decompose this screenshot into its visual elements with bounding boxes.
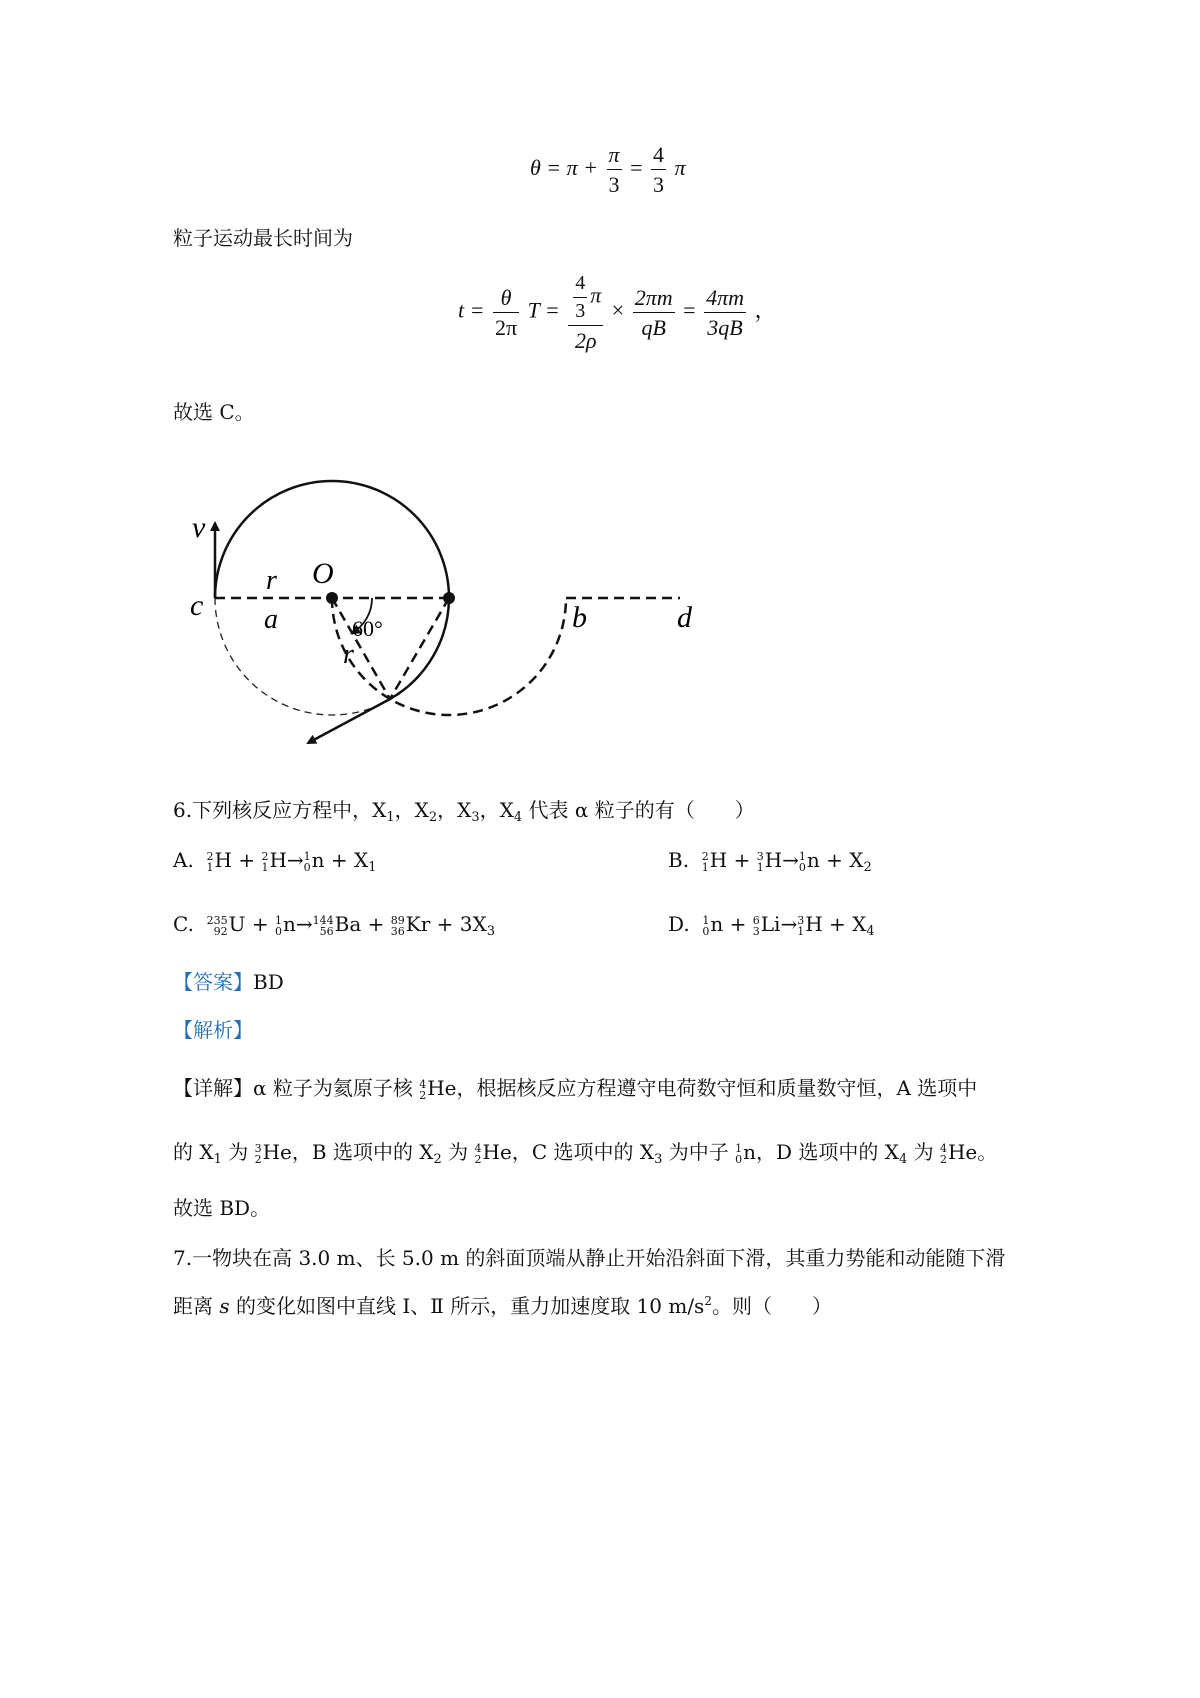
frac-num: 4 <box>575 272 586 294</box>
label-r-bottom: r <box>343 639 354 670</box>
term: Ba + <box>334 912 391 936</box>
option-d[interactable] <box>668 912 875 939</box>
stem-text: ，X <box>394 798 429 822</box>
stem-text: ，X <box>479 798 514 822</box>
detail-tag: 【详解】 <box>173 1076 253 1100</box>
nuclide-index: 4 2 <box>939 1141 947 1166</box>
nuclide-index: 235 92 <box>206 913 228 938</box>
frac-den: 3qB <box>707 315 743 341</box>
q6-stem <box>173 794 755 825</box>
frac-den: 2π <box>494 315 518 341</box>
option-label: C. <box>173 912 194 936</box>
frac-num: 2πm <box>634 284 673 310</box>
stem-text: ，X <box>437 798 472 822</box>
sub: 3 <box>486 924 495 939</box>
arrow: → <box>782 848 799 872</box>
label-a: a <box>264 604 278 635</box>
term: H <box>269 848 287 872</box>
sub: 4 <box>513 810 523 825</box>
term: H + X <box>805 912 867 936</box>
term: n + X <box>806 848 864 872</box>
nuclide-index: 2 1 <box>206 849 214 874</box>
analysis-tag: 【解析】 <box>173 1018 253 1042</box>
answer-line <box>173 966 284 995</box>
times-sign: × <box>611 297 625 323</box>
option-b[interactable] <box>668 848 872 875</box>
trajectory-figure <box>180 445 740 765</box>
nuclide-index: 1 0 <box>275 913 282 938</box>
center-point-O <box>326 592 338 604</box>
label-r-top: r <box>266 565 277 596</box>
theta-over-2pi <box>493 285 519 341</box>
stem-text: 6.下列核反应方程中，X <box>173 798 387 822</box>
option-label: A. <box>173 848 194 872</box>
term: U + <box>228 912 275 936</box>
detail-text: α 粒子为氦原子核 <box>253 1076 420 1100</box>
label-60: 60° <box>352 616 383 641</box>
compound-fraction <box>568 272 603 353</box>
option-a[interactable] <box>173 848 377 875</box>
nuclide-index: 3 1 <box>756 849 764 874</box>
term: n + <box>710 912 753 936</box>
compound-num <box>568 272 603 323</box>
result-fraction <box>704 285 746 341</box>
right-point <box>443 592 455 604</box>
variable-s: s <box>219 1294 230 1318</box>
frac-num: 4πm <box>706 284 744 310</box>
nuclide-index: 6 3 <box>752 913 760 938</box>
nuclide-index: 4 2 <box>474 1141 482 1166</box>
sub: 2 <box>428 810 438 825</box>
frac-den: 3 <box>608 172 620 198</box>
q7-line-2: 距离 s 的变化如图中直线 Ⅰ、Ⅱ 所示，重力加速度取 10 $m/s^2$。则（ ） <box>173 1294 832 1318</box>
answer-value: BD <box>253 970 284 994</box>
answer-c: 故选 C。 <box>173 400 255 424</box>
pi: π <box>590 282 602 308</box>
theta-tail: π <box>674 154 686 180</box>
radius-line <box>332 598 390 699</box>
detail-line-1 <box>173 1072 977 1101</box>
nuclide-index: 144 56 <box>312 913 334 938</box>
stem-text: 代表 α 粒子的有（ ） <box>522 798 755 822</box>
frac-num: π <box>608 142 620 167</box>
frac-den: qB <box>641 315 666 341</box>
conclusion-bd: 故选 BD。 <box>173 1196 271 1220</box>
label-c: c <box>190 589 204 622</box>
option-c[interactable] <box>173 912 495 939</box>
nuclide-index: 3 2 <box>254 1141 262 1166</box>
time-equation <box>458 272 777 353</box>
nuclide-index: 3 1 <box>797 913 805 938</box>
frac-den: 3 <box>652 172 664 198</box>
label-d: d <box>677 601 692 634</box>
sub: 4 <box>866 924 875 939</box>
label-v: v <box>192 511 206 544</box>
term: n + X <box>311 848 369 872</box>
detail-line-2: 的 $X_1$ 为 3 2 He，B 选项中的 $X_2$ 为 4 2 He，C 选项中的 $X_3$ 为中子 1 0 n，D 选项中的 $X_4$ 为 4 2 He。 <box>173 1140 998 1167</box>
t-lhs: t = <box>458 297 485 323</box>
detail-text: He，根据核反应方程遵守电荷数守恒和质量数守恒，A 选项中 <box>427 1076 978 1100</box>
nuclide-index: 2 1 <box>701 849 709 874</box>
arrow: → <box>295 912 313 936</box>
nuclide-index: 4 2 <box>419 1077 427 1102</box>
nuclide-index: 89 36 <box>390 913 405 938</box>
option-label: D. <box>668 912 690 936</box>
frac-num: θ <box>500 284 512 310</box>
sub: 1 <box>368 860 377 875</box>
term: H <box>764 848 783 872</box>
option-label: B. <box>668 848 690 872</box>
period-T: T = <box>527 297 560 323</box>
nuclide-index: 2 1 <box>261 849 269 874</box>
term: n <box>283 912 296 936</box>
term: H + <box>214 848 262 872</box>
nuclide-index: 1 0 <box>735 1141 743 1166</box>
nuclide-index: 1 0 <box>798 849 806 874</box>
period-fraction <box>633 285 675 341</box>
equals: = <box>630 154 643 180</box>
frac-den: 2ρ <box>575 328 597 353</box>
q7-line-1: 7.一物块在高 3.0 m、长 5.0 m 的斜面顶端从静止开始沿斜面下滑，其重力势能和动能随下滑 <box>173 1246 1006 1270</box>
arrow: → <box>780 912 798 936</box>
theta-equation <box>530 142 686 198</box>
comma: ， <box>754 297 777 323</box>
four-thirds <box>651 142 666 198</box>
label-O: O <box>312 557 334 590</box>
label-b: b <box>572 601 587 634</box>
sub: 2 <box>863 860 872 875</box>
term: Li <box>760 912 781 936</box>
equals: = <box>683 297 696 323</box>
sub: 1 <box>386 810 395 825</box>
term: H + <box>709 848 757 872</box>
term: Kr + 3X <box>405 912 487 936</box>
sub: 3 <box>471 810 480 825</box>
frac-den: 3 <box>575 300 586 322</box>
nuclide-index: 1 0 <box>303 849 311 874</box>
exit-velocity-arrow <box>308 699 390 743</box>
chord-line <box>390 598 449 699</box>
pi-over-3 <box>607 142 622 198</box>
answer-tag: 【答案】 <box>173 970 253 994</box>
frac-num: 4 <box>652 142 664 167</box>
inner-four-thirds <box>573 272 587 323</box>
theta-lhs: θ = π + <box>530 154 599 180</box>
arrow: → <box>286 848 304 872</box>
longest-time-label: 粒子运动最长时间为 <box>173 226 353 250</box>
nuclide-index: 1 0 <box>702 913 710 938</box>
